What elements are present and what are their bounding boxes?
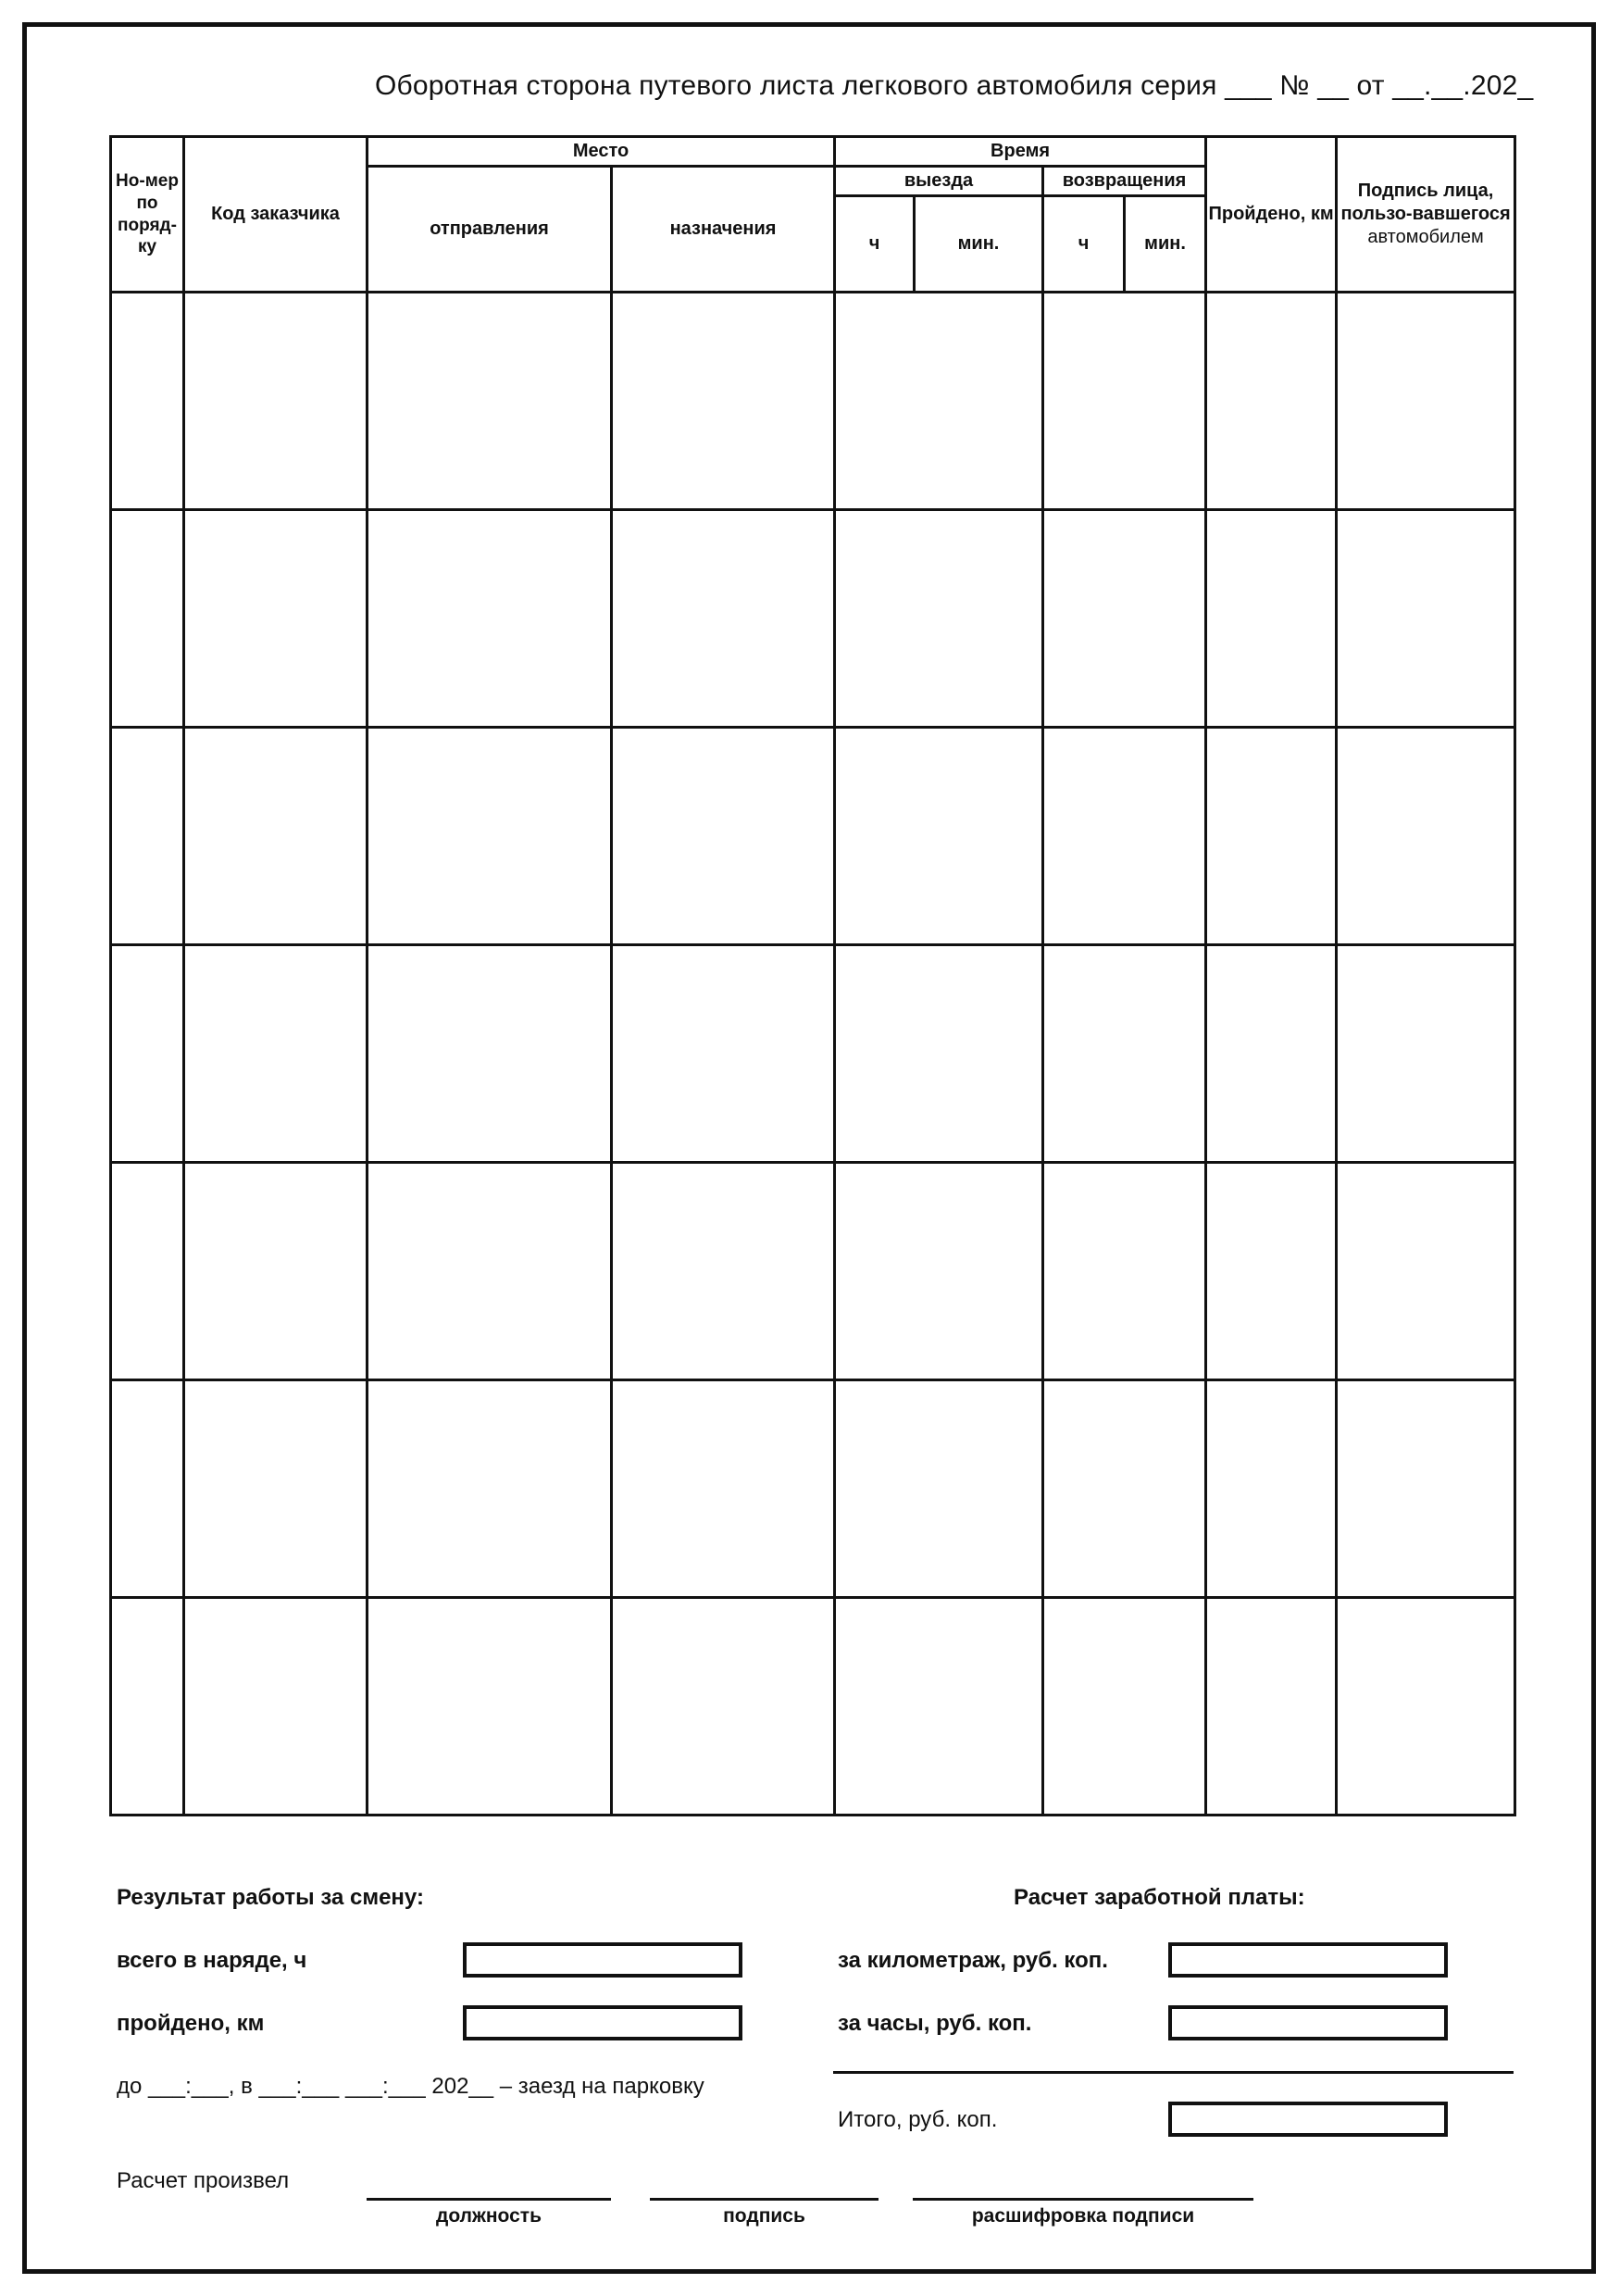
signature-caption: подпись [723,2205,805,2227]
table-cell[interactable] [1206,728,1337,945]
table-cell[interactable] [612,510,835,728]
header-time: Время [835,137,1206,167]
position-line[interactable] [367,2198,611,2201]
table-cell[interactable] [612,728,835,945]
table-cell[interactable] [1337,293,1515,510]
per-hour-label: за часы, руб. коп. [838,2011,1032,2036]
header-place-to: назначения [612,167,835,293]
table-cell[interactable] [184,945,368,1163]
table-cell[interactable] [1206,293,1337,510]
header-place: Место [368,137,835,167]
table-cell[interactable] [1337,1163,1515,1380]
header-departure-hours: ч [835,196,915,293]
table-cell[interactable] [1206,1598,1337,1816]
salary-heading: Расчет заработной платы: [1014,1885,1305,1910]
table-row [111,1163,1515,1380]
table-cell[interactable] [184,293,368,510]
table-row [111,293,1515,510]
table-cell[interactable] [835,1380,1043,1598]
table-cell[interactable] [1337,510,1515,728]
page-title: Оборотная сторона путевого листа легкового автомобиля серия ___ № __ от __.__.202_ [375,70,1534,101]
header-time-departure: выезда [835,167,1043,196]
table-cell[interactable] [111,1163,184,1380]
table-cell[interactable] [612,1598,835,1816]
table-cell[interactable] [184,1380,368,1598]
table-cell[interactable] [368,945,612,1163]
table-cell[interactable] [612,1380,835,1598]
distance-km-label: пройдено, км [117,2011,265,2036]
table-cell[interactable] [1043,510,1206,728]
signature-decoding-caption: расшифровка подписи [971,2205,1195,2227]
table-cell[interactable] [1043,1163,1206,1380]
table-cell[interactable] [368,1598,612,1816]
table-cell[interactable] [1337,728,1515,945]
table-cell[interactable] [184,728,368,945]
header-return-minutes: мин. [1125,196,1206,293]
header-signature-line1: Подпись лица, пользо-вавшегося [1340,181,1511,224]
distance-km-field[interactable] [463,2005,742,2040]
table-cell[interactable] [1337,1598,1515,1816]
table-row [111,1598,1515,1816]
table-cell[interactable] [111,1380,184,1598]
salary-divider [833,2071,1514,2074]
return-parking-line[interactable]: до ___:___, в ___:___ ___:___ 202__ – заезд на парковку [117,2074,704,2099]
results-heading: Результат работы за смену: [117,1885,424,1910]
header-time-return: возвращения [1043,167,1206,196]
table-cell[interactable] [1043,1380,1206,1598]
signature-decoding-line[interactable] [913,2198,1253,2201]
total-hours-label: всего в наряде, ч [117,1948,307,1973]
table-cell[interactable] [835,510,1043,728]
table-cell[interactable] [368,728,612,945]
header-place-from: отправления [368,167,612,293]
table-cell[interactable] [612,293,835,510]
header-return-hours: ч [1043,196,1125,293]
header-customer-code: Код заказчика [184,137,368,293]
table-cell[interactable] [1337,1380,1515,1598]
table-cell[interactable] [1206,1380,1337,1598]
table-cell[interactable] [111,510,184,728]
table-row [111,1380,1515,1598]
table-row [111,945,1515,1163]
table-cell[interactable] [368,293,612,510]
table-cell[interactable] [368,510,612,728]
position-caption: должность [436,2205,542,2227]
header-signature [1337,137,1515,293]
signature-line[interactable] [650,2198,879,2201]
table-cell[interactable] [1206,945,1337,1163]
table-cell[interactable] [1043,1598,1206,1816]
table-cell[interactable] [835,1598,1043,1816]
table-cell[interactable] [1206,510,1337,728]
table-row [111,728,1515,945]
table-cell[interactable] [184,510,368,728]
trip-table [109,135,1516,1816]
table-cell[interactable] [835,728,1043,945]
table-cell[interactable] [1206,1163,1337,1380]
table-row [111,510,1515,728]
table-cell[interactable] [184,1598,368,1816]
table-cell[interactable] [368,1380,612,1598]
total-hours-field[interactable] [463,1942,742,1978]
table-cell[interactable] [111,293,184,510]
header-row-number: Но-мер по поряд-ку [111,137,184,293]
total-field[interactable] [1168,2102,1448,2137]
table-cell[interactable] [111,728,184,945]
header-departure-minutes: мин. [915,196,1043,293]
table-cell[interactable] [835,293,1043,510]
table-cell[interactable] [835,945,1043,1163]
table-cell[interactable] [1043,293,1206,510]
table-cell[interactable] [1043,728,1206,945]
header-distance: Пройдено, км [1206,137,1337,293]
header-signature-line2: автомобилем [1367,227,1484,247]
table-cell[interactable] [184,1163,368,1380]
table-cell[interactable] [111,945,184,1163]
per-hour-field[interactable] [1168,2005,1448,2040]
table-cell[interactable] [1337,945,1515,1163]
table-cell[interactable] [111,1598,184,1816]
calculated-by-label: Расчет произвел [117,2168,290,2193]
table-cell[interactable] [1043,945,1206,1163]
table-cell[interactable] [612,1163,835,1380]
table-cell[interactable] [368,1163,612,1380]
table-cell[interactable] [835,1163,1043,1380]
per-km-field[interactable] [1168,1942,1448,1978]
table-cell[interactable] [612,945,835,1163]
per-km-label: за километраж, руб. коп. [838,1948,1108,1973]
total-label: Итого, руб. коп. [838,2107,998,2132]
